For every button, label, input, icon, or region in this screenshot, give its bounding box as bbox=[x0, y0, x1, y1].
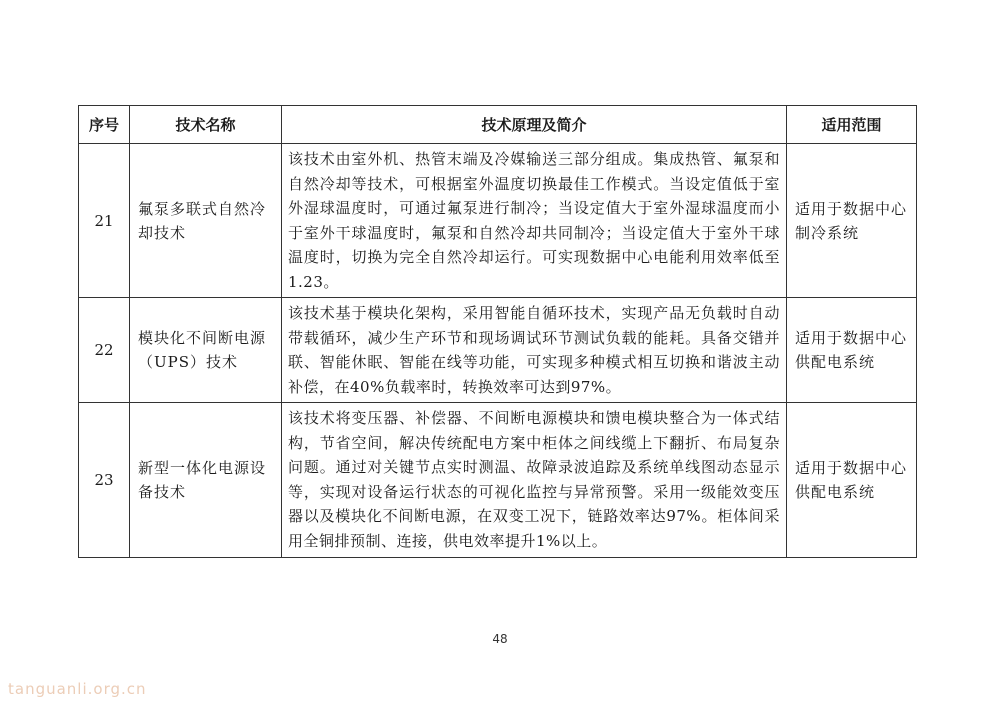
tech-scope: 适用于数据中心制冷系统 bbox=[787, 144, 917, 298]
tech-name: 新型一体化电源设备技术 bbox=[130, 403, 282, 558]
row-number: 23 bbox=[79, 403, 130, 558]
watermark-text: tanguanli.org.cn bbox=[8, 680, 147, 698]
tech-description: 该技术将变压器、补偿器、不间断电源模块和馈电模块整合为一体式结构，节省空间，解决传统配电方案中柜体之间线缆上下翻折、布局复杂问题。通过对关键节点实时测温、故障录波追踪及系统单线图动态显示等，实现对设备运行状态的可视化监控与异常预警。采用一级能效变压器以及模块化不间断电源，在双变工况下，链路效率达97%。柜体间采用全铜排预制、连接，供电效率提升1%以上。 bbox=[282, 403, 787, 558]
tech-scope: 适用于数据中心供配电系统 bbox=[787, 403, 917, 558]
table-row bbox=[79, 403, 917, 558]
row-number: 22 bbox=[79, 298, 130, 403]
tech-name: 氟泵多联式自然冷却技术 bbox=[130, 144, 282, 298]
tech-description: 该技术基于模块化架构，采用智能自循环技术，实现产品无负载时自动带载循环，减少生产环节和现场调试环节测试负载的能耗。具备交错并联、智能休眠、智能在线等功能，可实现多种模式相互切换和谐波主动补偿，在40%负载率时，转换效率可达到97%。 bbox=[282, 298, 787, 403]
header-tech-name: 技术名称 bbox=[130, 106, 282, 144]
header-principle: 技术原理及简介 bbox=[282, 106, 787, 144]
header-number: 序号 bbox=[79, 106, 130, 144]
table-row bbox=[79, 298, 917, 403]
table-row bbox=[79, 144, 917, 298]
technology-table bbox=[78, 105, 917, 558]
table-header-row bbox=[79, 106, 917, 144]
tech-scope: 适用于数据中心供配电系统 bbox=[787, 298, 917, 403]
tech-description: 该技术由室外机、热管末端及冷媒输送三部分组成。集成热管、氟泵和自然冷却等技术，可根据室外温度切换最佳工作模式。当设定值低于室外湿球温度时，可通过氟泵进行制冷；当设定值大于室外湿球温度而小于室外干球温度时，氟泵和自然冷却共同制冷；当设定值大于室外干球温度时，切换为完全自然冷却运行。可实现数据中心电能利用效率低至1.23。 bbox=[282, 144, 787, 298]
row-number: 21 bbox=[79, 144, 130, 298]
page-number: 48 bbox=[492, 632, 508, 646]
tech-name: 模块化不间断电源（UPS）技术 bbox=[130, 298, 282, 403]
header-scope: 适用范围 bbox=[787, 106, 917, 144]
